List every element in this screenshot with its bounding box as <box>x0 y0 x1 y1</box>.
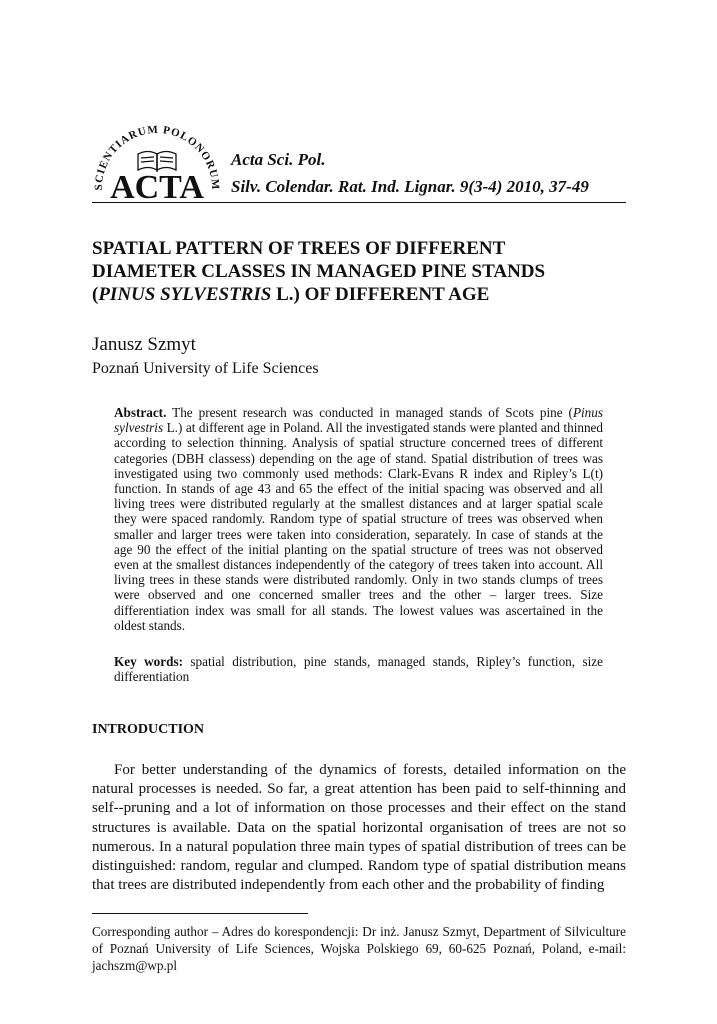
abstract-label: Abstract. <box>114 405 167 420</box>
introduction-paragraph: For better understanding of the dynamics of forests, detailed information on the natural processes is needed. So far, a great attention has been paid to self-thinning and self--pruning and a lot of information on those processes and their effect on the stand structures is available. Data on the spatial horizontal organisation of trees are not so numerous. In a natural population three main types of spatial distribution of trees can be distinguished: random, regular and clumped. Random type of spatial distribution means that trees are distributed independently from each other and the probability of finding <box>92 762 626 894</box>
journal-logo <box>88 110 226 202</box>
title-paren: ( <box>92 284 99 305</box>
journal-name: Acta Sci. Pol. <box>231 150 326 169</box>
author-affiliation: Poznań University of Life Sciences <box>92 360 319 377</box>
logo-arc-text: SCIENTIARUM POLONORUM <box>92 123 222 191</box>
acta-logo-graphic <box>88 110 226 202</box>
logo-wordmark: ACTA <box>110 169 204 202</box>
keywords <box>114 654 603 684</box>
footnote <box>92 923 626 974</box>
keywords-text: spatial distribution, pine stands, managed stands, Ripley’s function, size differentiation <box>114 654 603 685</box>
section-heading-introduction: INTRODUCTION <box>92 722 205 737</box>
journal-citation: Silv. Colendar. Rat. Ind. Lignar. 9(3-4) 2010, 37-49 <box>231 177 589 196</box>
footnote-divider <box>92 913 308 914</box>
abstract <box>114 405 603 633</box>
title-line-2: DIAMETER CLASSES IN MANAGED PINE STANDS <box>92 261 546 282</box>
title-line-3-rest: L.) OF DIFFERENT AGE <box>271 284 490 305</box>
footnote-text: Corresponding author – Adres do korespondencji: Dr inż. Janusz Szmyt, Department of Silviculture of Poznań University of Life Sciences, Wojska Polskiego 69, 60-625 Poznań, Poland, e-mail: jachszm@wp.pl <box>92 924 626 973</box>
abstract-species: Pinus sylvestris <box>114 405 603 436</box>
abstract-text-1: The present research was conducted in managed stands of Scots pine ( <box>166 405 573 420</box>
abstract-text-2: L.) at different age in Poland. All the investigated stands were planted and thinned according to selection thinning. Analysis of spatial structure concerned trees of different categories (DBH classess) depending on the age of stand. Spatial distribution of trees was investigated using two commonly used methods: Clark-Evans R index and Ripley’s L(t) function. In stands of age 43 and 65 the effect of the initial spacing was observed and all living trees were distributed regularly at the smallest distances and at larger spatial scale they were spaced randomly. Random type of spatial structure of trees was observed when smaller and larger trees were taken into consideration, separately. In case of stands at the age 90 the effect of the initial planting on the spatial structure of trees was not observed even at the smallest distances independently of the category of trees taken into account. All living trees in these stands were distributed randomly. Only in two stands clumps of trees were observed and one concerned smaller trees and the other – larger trees. Size differentiation index was small for all stands. The lowest values was ascertained in the oldest stands. <box>114 420 603 633</box>
keywords-label: Key words: <box>114 654 183 669</box>
paper-title <box>92 237 632 306</box>
header-divider <box>92 202 626 203</box>
title-species: PINUS SYLVESTRIS <box>98 284 272 305</box>
title-line-3 <box>92 283 632 306</box>
introduction-body <box>92 761 626 895</box>
title-line-1: SPATIAL PATTERN OF TREES OF DIFFERENT <box>92 238 506 259</box>
author-name: Janusz Szmyt <box>92 334 196 355</box>
